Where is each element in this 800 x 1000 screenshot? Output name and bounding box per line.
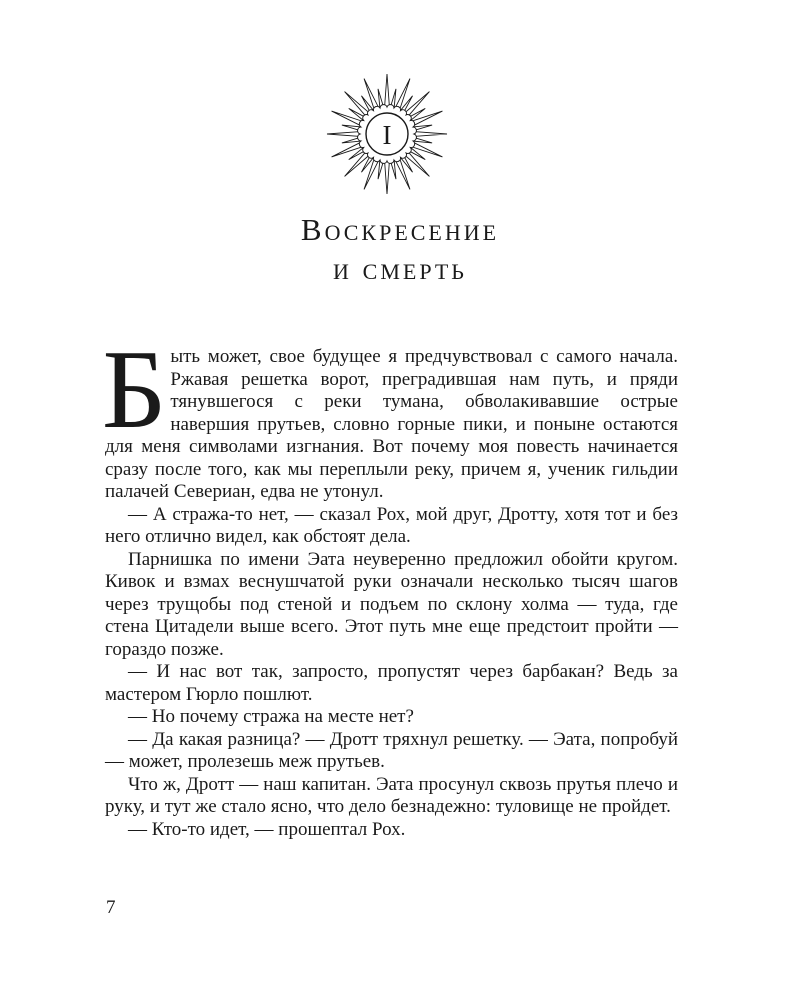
paragraph: — А стража-то нет, — сказал Рох, мой друг, Дротту, хотя тот и без него отлично видел, как обстоят дела. — [105, 503, 678, 547]
paragraph: Что ж, Дротт — наш капитан. Эата просунул сквозь прутья плечо и руку, и тут же стало ясно, что дело безнадежно: туловище не пройдет. — [105, 773, 678, 817]
chapter-emblem — [325, 72, 449, 196]
paragraph: — И нас вот так, запросто, пропустят через барбакан? Ведь за мастером Гюрло пошлют. — [105, 661, 678, 705]
paragraph: — Кто-то идет, — прошептал Рох. — [128, 818, 406, 840]
paragraph — [102, 328, 678, 504]
paragraph: — Но почему стража на месте нет? — [128, 706, 414, 727]
paragraph: — Да какая разница? — Дротт тряхнул решетку. — Эата, попробуй — может, пролезешь меж прутьев. — [105, 728, 678, 772]
chapter-numeral: I — [382, 119, 392, 150]
drop-cap: Б — [102, 328, 167, 452]
chapter-title-line1: Воскресение — [300, 212, 500, 247]
page-number: 7 — [106, 897, 116, 918]
chapter-title-line2: и смерть — [333, 251, 467, 286]
chapter-text — [102, 328, 678, 841]
paragraph-text: ыть может, свое будущее я предчувствовал с самого начала. Ржавая решетка ворот, преградившая нам путь, и пряди тянувшегося с реки тумана, обволакивавшие острые навершия прутьев, словно горные пики, и поныне остаются для меня символами изгнания. Вот почему моя повесть начинается сразу после того, как мы переплыли реку, причем я, ученик гильдии палачей Севериан, едва не утонул. — [105, 346, 678, 502]
paragraph: Парнишка по имени Эата неуверенно предложил обойти кругом. Кивок и взмах веснушчатой руки означали несколько тысяч шагов через трущобы под стеной и подъем по склону холма — туда, где стена Цитадели выше всего. Этот путь мне еще предстоит пройти — гораздо позже. — [105, 548, 678, 660]
